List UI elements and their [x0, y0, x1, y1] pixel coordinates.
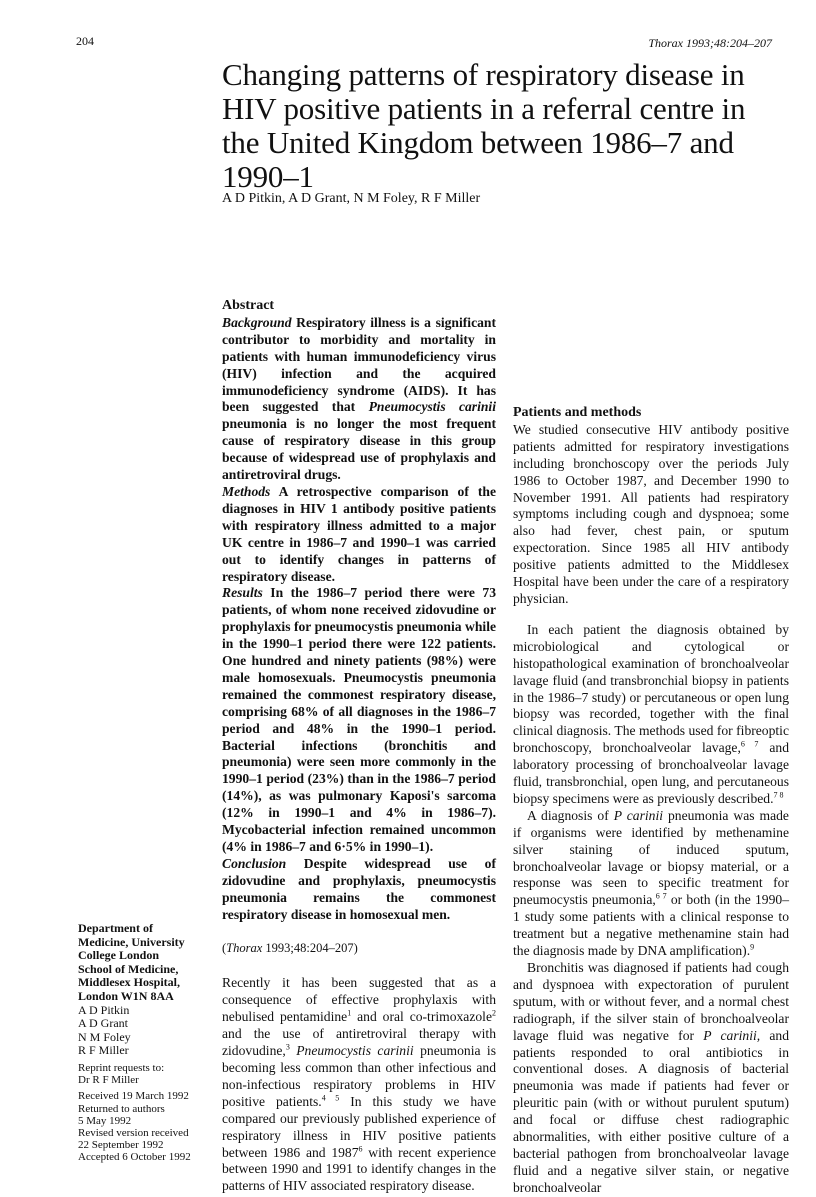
ref-superscript: 6 7 [655, 891, 667, 901]
intro-text-5: pneumonia is becoming less common than other infectious and non-infectious respiratory problems in HIV positive patients. [222, 1043, 496, 1109]
ref-superscript: 2 [491, 1008, 496, 1018]
intro-text-2: and oral co-trimoxazole [351, 1009, 492, 1025]
citation-journal: Thorax [226, 940, 263, 955]
citation-open: ( [222, 940, 227, 955]
date-line: Returned to authors [78, 1102, 165, 1115]
p3-text-italic: P carinii [613, 807, 664, 823]
dept-line: College London [78, 948, 160, 963]
conclusion-label: Conclusion [222, 855, 287, 871]
p3-text-a: A diagnosis of [527, 807, 614, 823]
p2-text-b: and laboratory processing of bronchoalveolar lavage fluid, transbronchial, open lung, and percutaneous biopsy specimens were as previously described. [513, 740, 790, 806]
abstract-heading: Abstract [222, 298, 275, 313]
left-column [222, 298, 496, 1195]
dept-line: Middlesex Hospital, [78, 975, 181, 990]
methods-text: A retrospective comparison of the diagnoses in HIV 1 antibody positive patients with respiratory illness admitted to a major UK centre in 1986–7 and 1990–1 was carried out to identify changes in patterns of respiratory disease. [222, 483, 496, 584]
methods-label: Methods [222, 483, 271, 499]
dept-line: Medicine, University [78, 934, 185, 949]
right-column [513, 302, 789, 1197]
abstract [222, 298, 496, 924]
dept-line: School of Medicine, [78, 961, 179, 976]
journal-reference: Thorax 1993;48:204–207 [648, 36, 772, 50]
date-line: Received 19 March 1992 [78, 1090, 189, 1103]
ref-superscript: 7 8 [773, 790, 784, 800]
date-line: 22 September 1992 [78, 1139, 164, 1152]
reprint-block [78, 1062, 218, 1086]
ref-superscript: 6 7 [740, 739, 759, 749]
background-text-post: pneumonia is no longer the most frequent cause of respiratory disease in this group because of widespread use of prophylaxis and antiretroviral drugs. [222, 416, 496, 483]
intro-text-italic: Pneumocystis carinii [289, 1043, 414, 1059]
reprint-line: Dr R F Miller [78, 1074, 139, 1087]
background-text-pre: Respiratory illness is a significant contributor to morbidity and mortality in patients with human immunodeficiency virus (HIV) infection and the acquired immunodeficiency syndrome (AIDS). It has been suggested that [222, 314, 496, 415]
citation-line [222, 940, 496, 957]
dept-line: Department of [78, 921, 153, 935]
intro-text-6: In this study we have compared our previously published experience of respiratory illness in HIV positive patients between 1986 and 1987 [222, 1093, 496, 1160]
p3-text-c: or both (in the 1990–1 study some patients with a clinical response to treatment but a negative methenamine stain had the diagnosis made by DNA amplification). [513, 892, 789, 959]
abstract-results [222, 585, 496, 856]
intro-text-3: and the use of antiretroviral therapy with zidovudine, [222, 1026, 496, 1059]
ref-superscript: 6 [358, 1143, 363, 1153]
abstract-methods [222, 484, 496, 585]
author-list: A D Pitkin, A D Grant, N M Foley, R F Miller [222, 191, 481, 206]
p4-text-italic: P carinii, [703, 1027, 761, 1043]
intro-text-1: Recently it has been suggested that as a consequence of effective prophylaxis with nebulised pentamidine [222, 975, 496, 1025]
date-line: Revised version received [78, 1126, 189, 1139]
methods-paragraph-3 [513, 808, 789, 960]
author-name: N M Foley [78, 1029, 131, 1044]
introduction-paragraph [222, 975, 496, 1195]
methods-paragraph-2 [513, 622, 789, 808]
dept-line: London W1N 8AA [78, 988, 174, 1003]
article-title: Changing patterns of respiratory disease in HIV positive patients in a referral centre in the United Kingdom between 1986–7 and 1990–1 [222, 57, 746, 194]
ref-superscript: 3 [285, 1042, 290, 1052]
methods-paragraph-4 [513, 960, 789, 1197]
p2-text-a: In each patient the diagnosis obtained by microbiological and cytological or histopathological examination of bronchoalveolar lavage fluid (and transbronchial biopsy in patients in the 1986–7 study) or percutaneous or open lung biopsy was recorded, together with the final clinical diagnosis. The methods used for fibreoptic bronchoscopy, bronchoalveolar lavage, [513, 621, 789, 756]
results-label: Results [222, 585, 263, 601]
reprint-line: Reprint requests to: [78, 1061, 165, 1074]
background-label: Background [222, 314, 292, 330]
page-number: 204 [76, 34, 94, 48]
date-line: Accepted 6 October 1992 [78, 1151, 191, 1164]
methods-paragraph-1: We studied consecutive HIV antibody positive patients admitted for respiratory investigations including bronchoscopy over the periods July 1986 to October 1987, and December 1990 to November 1991. All patients had respiratory symptoms including cough and dyspnoea; some also had fever, chest pain, or sputum expectoration. Since 1985 all HIV antibody positive patients admitted to the Middlesex Hospital have been under the care of a respiratory physician. [513, 421, 789, 606]
p3-text-b: pneumonia was made if organisms were identified by methenamine silver staining of induced sputum, bronchoalveolar lavage or biopsy material, or a response was seen to specific treatment for pneumocystis pneumonia, [513, 807, 789, 908]
results-text: In the 1986–7 period there were 73 patients, of whom none received zidovudine or prophylaxis for pneumocystis pneumonia while in the 1990–1 period there were 122 patients. One hundred and ninety patients (98%) were male homosexuals. Pneumocystis pneumonia remained the commonest respiratory disease, comprising 68% of all diagnoses in the 1986–7 period and 48% in the 1990–1 period. Bacterial infections (bronchitis and pneumonia) were seen more commonly in the 1990–1 period (23%) than in the 1986–7 period (14%), as was pulmonary Kaposi's sarcoma (12% in 1990–1 and 4% in 1986–7). Mycobacterial infection remained uncommon (4% in 1986–7 and 6·5% in 1990–1). [222, 585, 496, 854]
author-name: A D Pitkin [78, 1002, 130, 1017]
p4-text-b: and patients responded to oral antibiotics in conventional doses. A diagnosis of bacterial pneumonia was made if patients had fever or pleuritic pain (with or without purulent sputum) and focal or diffuse chest radiographic abnormalities, with either positive culture of a bacterial pathogen from bronchoalveolar lavage fluid and a negative silver stain, or negative bronchoalveolar [513, 1027, 789, 1195]
intro-text-7: with recent experience between 1990 and 1991 to identify changes in the patterns of HIV associated respiratory disease. [222, 1144, 496, 1194]
p4-text-a: Bronchitis was diagnosed if patients had cough and dyspnoea with expectoration of purulent sputum, with or without fever, and a normal chest radiograph, if the silver stain of bronchoalveolar lavage fluid was negative for [513, 960, 789, 1043]
methods-heading: Patients and methods [513, 405, 642, 420]
ref-superscript: 1 [347, 1008, 352, 1018]
ref-superscript: 4 5 [321, 1093, 340, 1103]
author-name: R F Miller [78, 1043, 129, 1058]
abstract-conclusion [222, 856, 496, 924]
citation-rest: 1993;48:204–207) [262, 940, 358, 955]
background-text-italic: Pneumocystis carinii [368, 399, 496, 415]
author-name: A D Grant [78, 1016, 128, 1031]
ref-superscript: 9 [750, 942, 755, 952]
date-line: 5 May 1992 [78, 1114, 132, 1127]
affiliation-sidebar [78, 922, 218, 1164]
conclusion-text: Despite widespread use of zidovudine and prophylaxis, pneumocystis pneumonia remains the commonest respiratory disease in homosexual men. [222, 855, 496, 922]
dates-block [78, 1090, 218, 1163]
abstract-background [222, 315, 496, 484]
